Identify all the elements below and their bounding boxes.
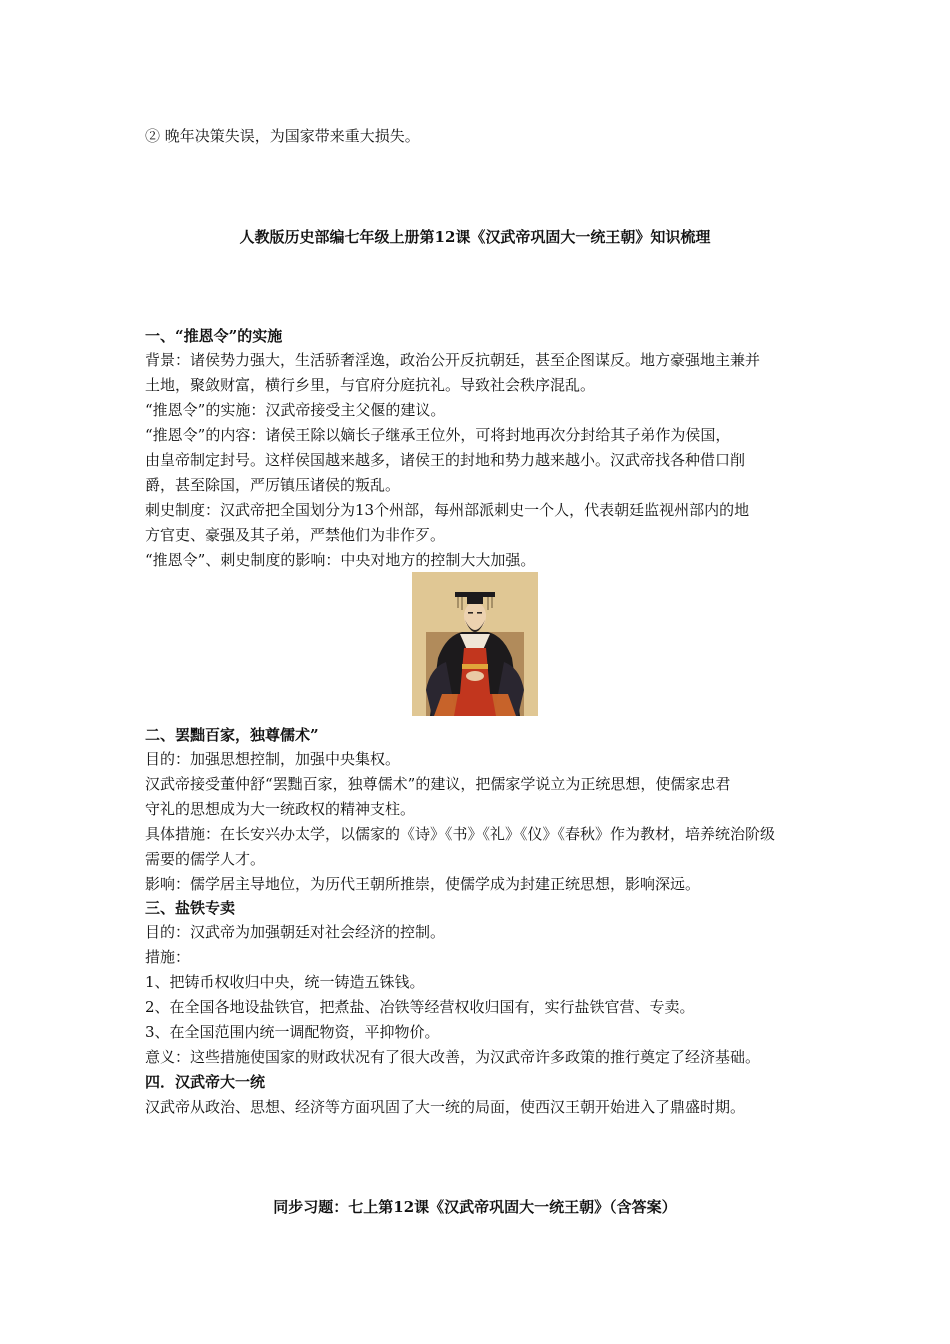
section-2-heading: 二、罢黜百家，独尊儒术” <box>145 726 319 744</box>
section-1-line: “推恩令”、刺史制度的影响：中央对地方的控制大大加强。 <box>145 551 536 569</box>
section-4-line: 汉武帝从政治、思想、经济等方面巩固了大一统的局面，使西汉王朝开始进入了鼎盛时期。 <box>145 1098 746 1116</box>
section-1-line: 方官吏、豪强及其子弟，严禁他们为非作歹。 <box>145 526 446 544</box>
section-1-line: 爵，甚至除国，严厉镇压诸侯的叛乱。 <box>145 476 401 494</box>
emperor-portrait <box>412 572 538 716</box>
section-3-heading: 三、盐铁专卖 <box>145 899 236 917</box>
emperor-portrait-image <box>412 572 538 716</box>
section-4-heading: 四．汉武帝大一统 <box>145 1073 266 1091</box>
section-2-line: 需要的儒学人才。 <box>145 850 266 868</box>
exercise-title: 同步习题：七上第12课《汉武帝巩固大一统王朝》（含答案） <box>273 1198 677 1216</box>
section-1-line: 背景：诸侯势力强大，生活骄奢淫逸，政治公开反抗朝廷，甚至企图谋反。地方豪强地主兼并 <box>145 351 761 369</box>
section-3-line: 措施： <box>145 948 191 966</box>
section-3-line: 2、在全国各地设盐铁官，把煮盐、冶铁等经营权收归国有，实行盐铁官营、专卖。 <box>145 998 695 1016</box>
section-2-line: 具体措施：在长安兴办太学，以儒家的《诗》《书》《礼》《仪》《春秋》作为教材，培养统治阶级 <box>145 825 776 843</box>
section-2-line: 汉武帝接受董仲舒“罢黜百家，独尊儒术”的建议，把儒家学说立为正统思想，使儒家忠君 <box>145 775 731 793</box>
section-3-line: 目的：汉武帝为加强朝廷对社会经济的控制。 <box>145 923 446 941</box>
section-1-line: 土地，聚敛财富，横行乡里，与官府分庭抗礼。导致社会秩序混乱。 <box>145 376 596 394</box>
section-2-line: 目的：加强思想控制，加强中央集权。 <box>145 750 401 768</box>
section-1-line: 刺史制度：汉武帝把全国划分为13个州部，每州部派刺史一个人，代表朝廷监视州部内的地 <box>145 501 750 519</box>
section-1-line: “推恩令”的实施：汉武帝接受主父偃的建议。 <box>145 401 446 419</box>
section-2-line: 守礼的思想成为大一统政权的精神支柱。 <box>145 800 416 818</box>
section-3-line: 1、把铸币权收归中央，统一铸造五铢钱。 <box>145 973 425 991</box>
page-title: 人教版历史部编七年级上册第12课《汉武帝巩固大一统王朝》知识梳理 <box>239 228 711 246</box>
section-1-heading: 一、“推恩令”的实施 <box>145 327 283 345</box>
section-3-line: 意义：这些措施使国家的财政状况有了很大改善，为汉武帝许多政策的推行奠定了经济基础。 <box>145 1048 761 1066</box>
section-3-line: 3、在全国范围内统一调配物资，平抑物价。 <box>145 1023 440 1041</box>
section-2-line: 影响：儒学居主导地位，为历代王朝所推崇，使儒学成为封建正统思想，影响深远。 <box>145 875 701 893</box>
section-1-line: 由皇帝制定封号。这样侯国越来越多，诸侯王的封地和势力越来越小。汉武帝找各种借口削 <box>145 451 746 469</box>
top-note: ② 晚年决策失误，为国家带来重大损失。 <box>145 127 420 145</box>
section-1-line: “推恩令”的内容：诸侯王除以嫡长子继承王位外，可将封地再次分封给其子弟作为侯国， <box>145 426 731 444</box>
